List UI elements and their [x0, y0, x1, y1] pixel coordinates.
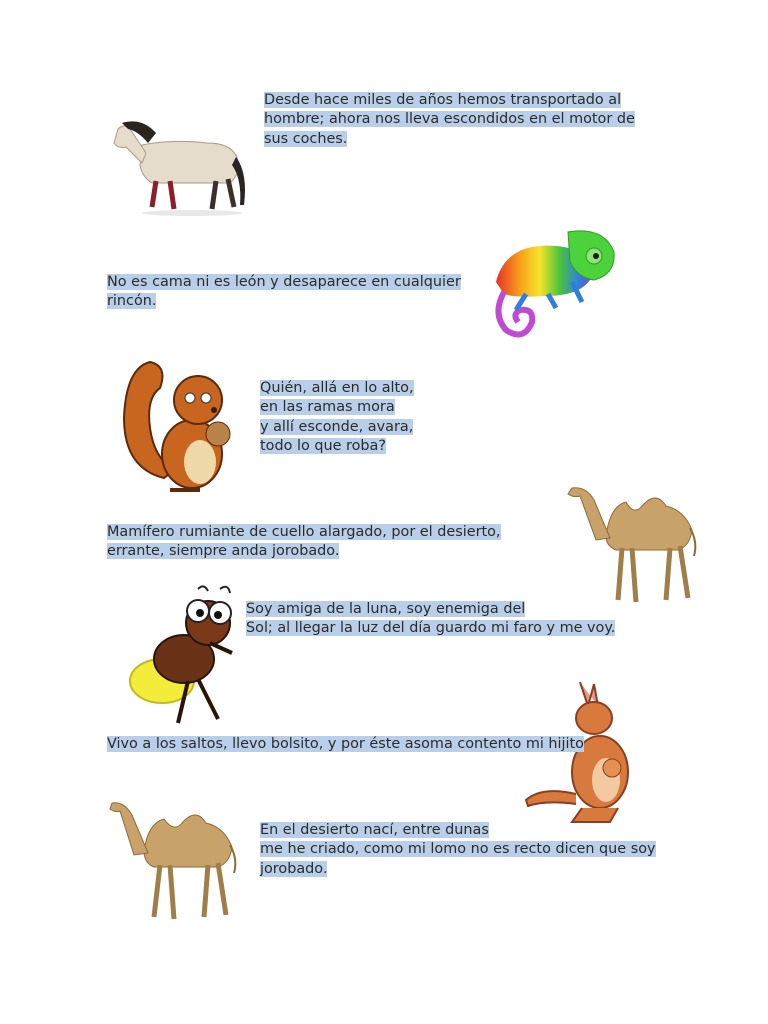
firefly-image [128, 583, 240, 729]
riddle-line: En el desierto nací, entre dunas [260, 822, 489, 838]
riddle-line: Soy amiga de la luna, soy enemiga del [246, 601, 526, 617]
camel-image [566, 476, 700, 608]
riddle-line: en las ramas mora [260, 399, 395, 416]
riddle-line: Desde hace miles de años hemos transportado al [264, 92, 622, 108]
riddle-line: Mamífero rumiante de cuello alargado, por el desierto, [107, 524, 501, 540]
riddle-line: sus coches. [264, 130, 348, 147]
riddle-line: me he criado, como mi lomo no es recto dicen que soy [260, 841, 656, 858]
riddle-1-text [264, 91, 635, 149]
riddle-6-text [107, 735, 584, 754]
riddle-4-text [107, 523, 501, 562]
riddle-3-text [260, 379, 414, 456]
riddle-line: rincón. [107, 293, 157, 310]
riddle-line: Sol; al llegar la luz del día guardo mi faro y me voy. [246, 620, 616, 637]
riddle-line: No es cama ni es león y desaparece en cualquier [107, 274, 461, 290]
riddle-line: todo lo que roba? [260, 437, 387, 454]
riddle-line: hombre; ahora nos lleva escondidos en el motor de [264, 111, 635, 128]
riddle-line: errante, siempre anda jorobado. [107, 543, 340, 560]
riddle-5-text [246, 600, 615, 639]
squirrel-image [120, 358, 238, 496]
riddle-line: Quién, allá en lo alto, [260, 380, 414, 396]
riddle-2-text [107, 273, 461, 312]
camel-image [108, 793, 240, 923]
riddle-line: Vivo a los saltos, llevo bolsito, y por éste asoma contento mi hijito [107, 736, 584, 752]
horse-image [112, 113, 252, 218]
riddle-line: y allí esconde, avara, [260, 418, 414, 435]
riddle-line: jorobado. [260, 860, 328, 877]
riddle-7-text [260, 821, 656, 879]
chameleon-image [486, 222, 620, 346]
